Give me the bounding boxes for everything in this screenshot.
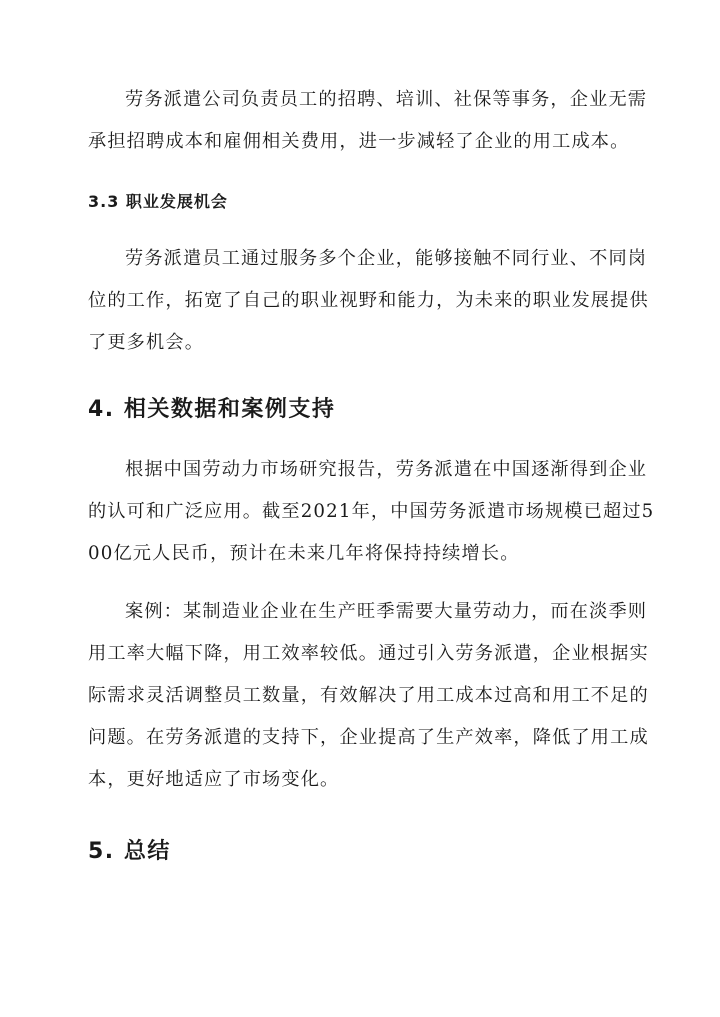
paragraph-line: 本，更好地适应了市场变化。 xyxy=(88,769,340,790)
paragraph-line: 00亿元人民币，预计在未来几年将保持持续增长。 xyxy=(88,543,520,564)
paragraph-line: 际需求灵活调整员工数量，有效解决了用工成本过高和用工不足的 xyxy=(88,685,649,706)
paragraph-line: 根据中国劳动力市场研究报告，劳务派遣在中国逐渐得到企业 xyxy=(125,459,648,480)
paragraph-line: 承担招聘成本和雇佣相关费用，进一步减轻了企业的用工成本。 xyxy=(88,131,630,152)
paragraph-line: 劳务派遣员工通过服务多个企业，能够接触不同行业、不同岗 xyxy=(125,248,648,269)
paragraph-line: 位的工作，拓宽了自己的职业视野和能力，为未来的职业发展提供 xyxy=(88,290,649,311)
paragraph-line: 了更多机会。 xyxy=(88,332,205,353)
paragraph-line: 案例：某制造业企业在生产旺季需要大量劳动力，而在淡季则 xyxy=(125,601,648,622)
paragraph-line: 的认可和广泛应用。截至2021年，中国劳务派遣市场规模已超过5 xyxy=(88,501,655,522)
section-heading-4: 4. 相关数据和案例支持 xyxy=(88,397,336,422)
section-heading-5: 5. 总结 xyxy=(88,839,171,864)
paragraph-line: 用工率大幅下降，用工效率较低。通过引入劳务派遣，企业根据实 xyxy=(88,643,649,664)
paragraph-line: 劳务派遣公司负责员工的招聘、培训、社保等事务，企业无需 xyxy=(125,89,648,110)
paragraph-line: 问题。在劳务派遣的支持下，企业提高了生产效率，降低了用工成 xyxy=(88,727,649,748)
section-heading-3-3: 3.3 职业发展机会 xyxy=(88,192,228,211)
